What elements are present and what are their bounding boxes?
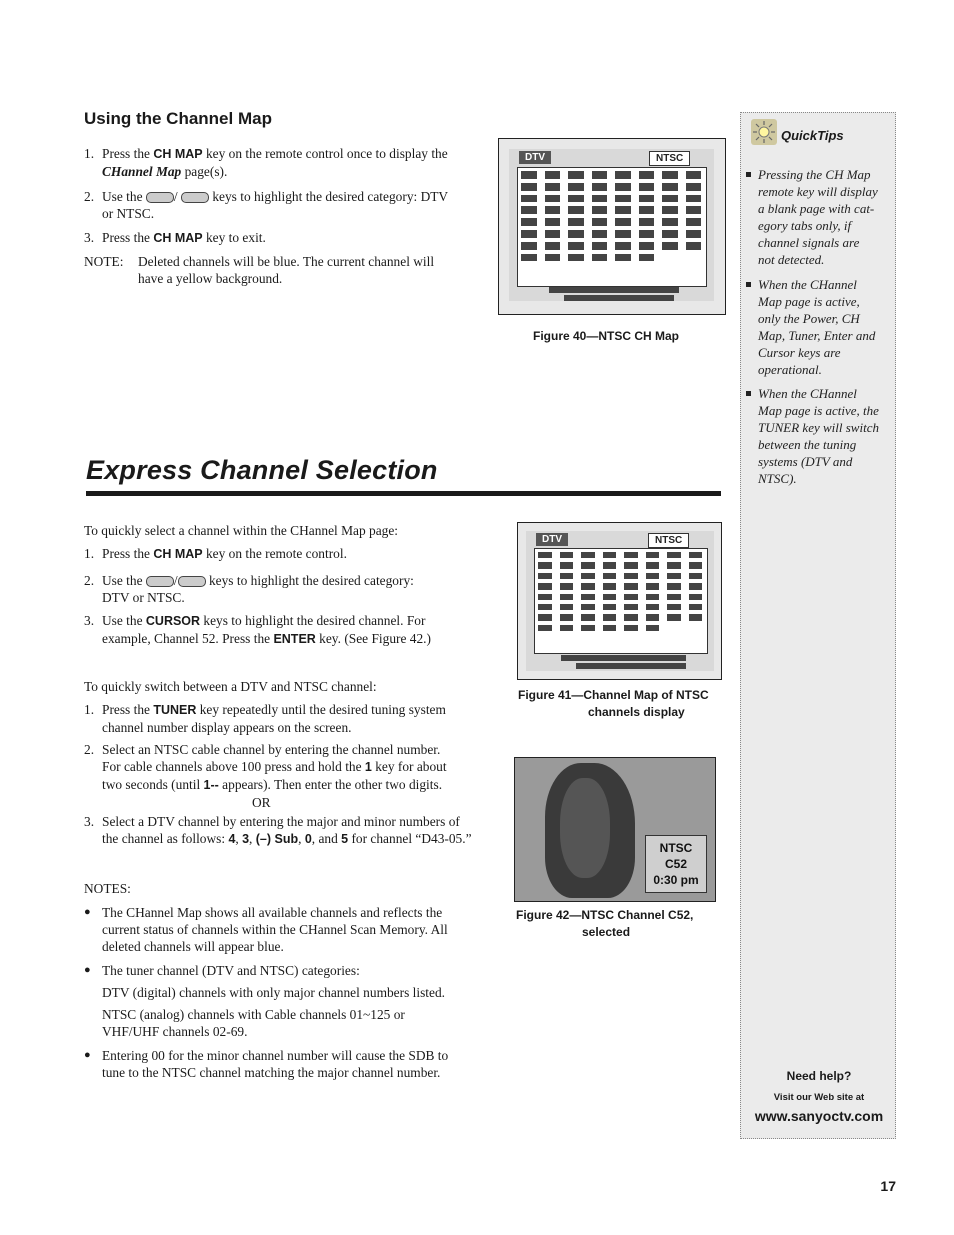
channel-cell — [560, 614, 574, 620]
channel-cell — [689, 614, 703, 620]
express-step-3: 3. Use the CURSOR keys to highlight the desired channel. For example, Channel 52. Press the ENTER key. (See Figure 42.) — [84, 613, 431, 646]
channel-cell — [624, 562, 638, 568]
left-arrow-key-icon — [146, 192, 174, 203]
channel-cell — [538, 583, 552, 589]
switch-step-1: 1. Press the TUNER key repeatedly until the desired tuning system channel number display appears on the screen. — [84, 702, 446, 735]
channel-cell — [615, 183, 631, 191]
channel-cell — [603, 625, 617, 631]
channel-cell — [581, 573, 595, 579]
channel-cell — [686, 218, 702, 226]
heading-rule — [86, 491, 721, 496]
channel-cell — [667, 562, 681, 568]
channel-cell — [521, 206, 537, 214]
figure-41-image — [517, 522, 722, 680]
tip-1: Pressing the CH Map remote key will display a blank page with cat- egory tabs only, if channel signals are not detected. — [758, 167, 878, 267]
channel-cell — [545, 195, 561, 203]
channel-cell — [538, 594, 552, 600]
channel-cell — [615, 206, 631, 214]
channel-cell — [521, 254, 537, 262]
channel-cell — [689, 604, 703, 610]
step-1: 1. Press the CH MAP key on the remote control once to display the CHannel Map page(s). — [84, 146, 448, 179]
channel-cell — [568, 218, 584, 226]
channel-cell — [560, 583, 574, 589]
channel-cell — [521, 242, 537, 250]
channel-cell — [538, 573, 552, 579]
channel-cell — [538, 625, 552, 631]
channel-cell — [624, 594, 638, 600]
channel-cell — [568, 242, 584, 250]
channel-cell — [667, 614, 681, 620]
channel-cell — [545, 242, 561, 250]
channel-map-steps — [84, 145, 484, 295]
channel-cell — [545, 254, 561, 262]
channel-cell — [592, 218, 608, 226]
channel-cell — [603, 562, 617, 568]
channel-cell — [545, 230, 561, 238]
figure-42-image — [514, 757, 716, 902]
channel-cell — [624, 625, 638, 631]
channel-cell — [560, 625, 574, 631]
channel-grid — [534, 548, 708, 654]
notes-label: NOTES: — [84, 881, 131, 896]
channel-cell — [639, 183, 655, 191]
channel-cell — [521, 230, 537, 238]
right-arrow-key-icon — [181, 192, 209, 203]
channel-cell — [538, 562, 552, 568]
channel-cell — [646, 614, 660, 620]
channel-cell — [521, 218, 537, 226]
channel-cell — [686, 183, 702, 191]
channel-cell — [615, 254, 631, 262]
figure-40-caption: Figure 40—NTSC CH Map — [533, 329, 680, 343]
channel-cell — [545, 171, 561, 179]
channel-cell — [646, 562, 660, 568]
quicktips-title: QuickTips — [781, 128, 844, 143]
section-heading-channel-map: Using the Channel Map — [84, 109, 272, 128]
channel-cell — [689, 562, 703, 568]
channel-cell — [592, 206, 608, 214]
channel-cell — [592, 254, 608, 262]
tip-3: When the CHannel Map page is active, the TUNER key will switch between the tuning systems (DTV and NTSC). — [758, 386, 879, 486]
section-heading-express: Express Channel Selection — [86, 455, 438, 485]
express-step-1: 1. Press the CH MAP key on the remote control. — [84, 546, 347, 561]
channel-cell — [615, 195, 631, 203]
channel-cell — [667, 583, 681, 589]
channel-cell — [592, 195, 608, 203]
tip-2: When the CHannel Map page is active, only the Power, CH Map, Tuner, Enter and Cursor keys are operational. — [758, 277, 876, 377]
intro-text: To quickly select a channel within the CHannel Map page: — [84, 523, 399, 538]
channel-cell — [646, 583, 660, 589]
figure-40-image — [498, 138, 726, 315]
channel-cell — [686, 242, 702, 250]
channel-cell — [667, 604, 681, 610]
channel-cell — [592, 183, 608, 191]
tip-bullet — [746, 391, 751, 396]
channel-cell — [560, 594, 574, 600]
left-arrow-key-icon — [146, 576, 174, 587]
channel-cell — [646, 594, 660, 600]
channel-cell — [568, 206, 584, 214]
channel-cell — [639, 218, 655, 226]
channel-cell — [568, 254, 584, 262]
help-url-link[interactable]: www.sanyoctv.com — [754, 1108, 884, 1124]
channel-cell — [646, 552, 660, 558]
note-2: ● The tuner channel (DTV and NTSC) categories: DTV (digital) channels with only major channel numbers listed. NTSC (analog) channels with Cable channels 01~125 or VHF/UHF channels 02-69. — [84, 963, 445, 1039]
express-step-2: 2. Use the / keys to highlight the desired category: DTV or NTSC. — [84, 573, 414, 605]
channel-cell — [603, 604, 617, 610]
channel-cell — [560, 552, 574, 558]
channel-cell — [646, 625, 660, 631]
channel-cell — [686, 206, 702, 214]
channel-cell — [521, 171, 537, 179]
figure-41-caption: Figure 41—Channel Map of NTSC channels display — [518, 688, 709, 719]
channel-cell — [603, 594, 617, 600]
channel-cell — [560, 562, 574, 568]
tab-dtv: DTV — [536, 533, 568, 546]
page-number: 17 — [880, 1178, 896, 1194]
help-subtitle: Visit our Web site at — [773, 1092, 865, 1103]
channel-cell — [624, 573, 638, 579]
help-title: Need help? — [786, 1069, 852, 1083]
channel-cell — [538, 604, 552, 610]
channel-cell — [538, 552, 552, 558]
channel-cell — [581, 625, 595, 631]
tab-dtv: DTV — [519, 151, 551, 164]
channel-cell — [615, 218, 631, 226]
channel-cell — [521, 183, 537, 191]
channel-cell — [639, 254, 655, 262]
channel-cell — [538, 614, 552, 620]
channel-cell — [581, 583, 595, 589]
channel-cell — [646, 604, 660, 610]
channel-cell — [615, 242, 631, 250]
intro2-text: To quickly switch between a DTV and NTSC channel: — [84, 679, 377, 694]
channel-cell — [646, 573, 660, 579]
channel-cell — [624, 614, 638, 620]
tab-ntsc: NTSC — [648, 533, 689, 548]
channel-cell — [689, 573, 703, 579]
channel-cell — [639, 230, 655, 238]
note-3: ● Entering 00 for the minor channel number will cause the SDB to tune to the NTSC channel matching the major channel number. — [84, 1048, 449, 1080]
figure-42-caption: Figure 42—NTSC Channel C52, selected — [516, 908, 694, 939]
channel-cell — [545, 206, 561, 214]
channel-cell — [545, 218, 561, 226]
channel-cell — [662, 218, 678, 226]
channel-cell — [568, 230, 584, 238]
channel-cell — [624, 604, 638, 610]
channel-cell — [581, 552, 595, 558]
channel-cell — [545, 183, 561, 191]
channel-cell — [662, 195, 678, 203]
channel-cell — [568, 183, 584, 191]
channel-cell — [689, 594, 703, 600]
channel-cell — [615, 230, 631, 238]
step-3: 3. Press the CH MAP key to exit. — [84, 230, 266, 245]
channel-cell — [592, 230, 608, 238]
channel-cell — [667, 552, 681, 558]
channel-cell — [521, 195, 537, 203]
lightbulb-icon — [751, 119, 777, 145]
channel-cell — [581, 604, 595, 610]
channel-cell — [662, 242, 678, 250]
express-body — [84, 522, 504, 1082]
channel-cell — [662, 183, 678, 191]
tip-bullet — [746, 282, 751, 287]
channel-cell — [686, 230, 702, 238]
channel-cell — [581, 614, 595, 620]
channel-cell — [603, 573, 617, 579]
channel-cell — [689, 583, 703, 589]
channel-cell — [662, 206, 678, 214]
channel-cell — [592, 171, 608, 179]
channel-cell — [639, 171, 655, 179]
channel-banner: NTSC C52 0:30 pm — [645, 835, 707, 893]
channel-cell — [603, 583, 617, 589]
channel-cell — [689, 552, 703, 558]
switch-step-2: 2. Select an NTSC cable channel by entering the channel number. For cable channels above 100 press and hold the 1 key for about two seconds (until 1-- appears). Then enter the other two digits. OR — [84, 742, 447, 810]
channel-cell — [639, 195, 655, 203]
channel-cell — [686, 171, 702, 179]
channel-cell — [603, 614, 617, 620]
channel-cell — [639, 242, 655, 250]
channel-cell — [624, 583, 638, 589]
tip-bullet — [746, 172, 751, 177]
channel-cell — [615, 171, 631, 179]
note-1: ● The CHannel Map shows all available channels and reflects the current status of channels within the CHannel Scan Memory. All deleted channels will appear blue. — [84, 905, 448, 954]
tab-ntsc: NTSC — [649, 151, 690, 166]
channel-cell — [603, 552, 617, 558]
right-arrow-key-icon — [178, 576, 206, 587]
channel-cell — [639, 206, 655, 214]
channel-cell — [560, 573, 574, 579]
channel-cell — [667, 594, 681, 600]
channel-cell — [568, 171, 584, 179]
channel-cell — [581, 594, 595, 600]
channel-cell — [581, 562, 595, 568]
channel-cell — [560, 604, 574, 610]
channel-cell — [686, 195, 702, 203]
channel-cell — [624, 552, 638, 558]
channel-grid — [517, 167, 707, 287]
switch-step-3: 3. Select a DTV channel by entering the major and minor numbers of the channel as follows: 4, 3, (–) Sub, 0, and 5 for channel “D43-05.” — [84, 814, 472, 846]
channel-cell — [592, 242, 608, 250]
channel-cell — [662, 171, 678, 179]
note: NOTE: Deleted channels will be blue. The current channel will have a yellow background. — [84, 254, 435, 286]
channel-cell — [662, 230, 678, 238]
channel-cell — [568, 195, 584, 203]
step-2: 2. Use the / keys to highlight the desired category: DTV or NTSC. — [84, 189, 449, 221]
channel-cell — [667, 573, 681, 579]
